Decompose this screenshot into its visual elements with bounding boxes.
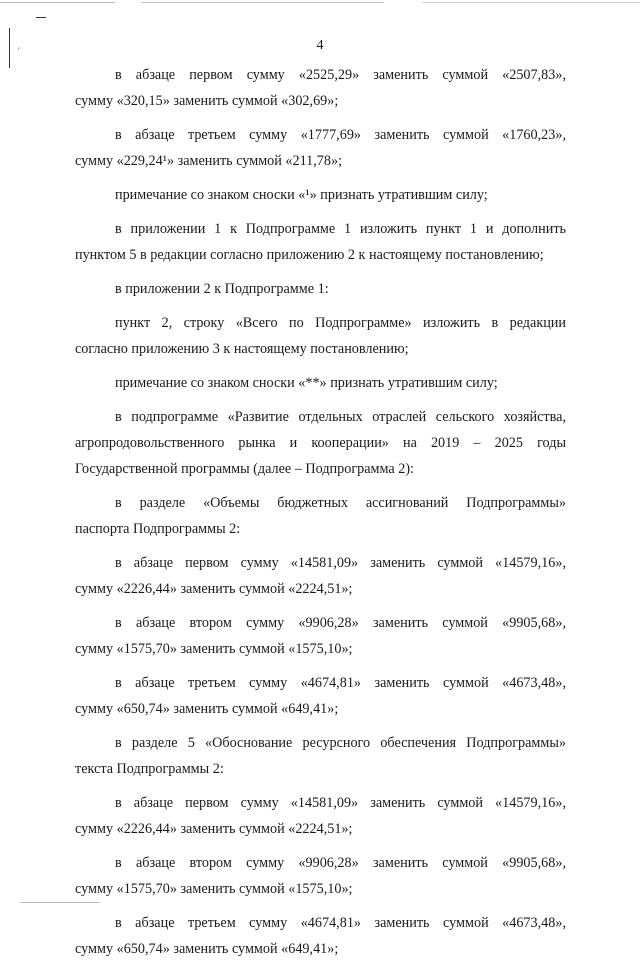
scan-mark bbox=[36, 17, 46, 18]
paragraph bbox=[75, 276, 566, 302]
paragraph bbox=[75, 790, 566, 842]
paragraph bbox=[75, 910, 566, 962]
text-line: в абзаце третьем сумму «4674,81» заменить суммой «4673,48», bbox=[115, 675, 566, 691]
paragraph bbox=[75, 182, 566, 208]
paragraph bbox=[75, 670, 566, 722]
page-number: 4 bbox=[316, 38, 324, 53]
paragraph bbox=[75, 404, 566, 482]
text-line: в подпрограмме «Развитие отдельных отраслей сельского хозяйства, bbox=[115, 409, 566, 425]
paragraph bbox=[75, 610, 566, 662]
text-line: сумму «650,74» заменить суммой «649,41»; bbox=[75, 941, 339, 957]
paragraph bbox=[75, 490, 566, 542]
text-line: паспорта Подпрограммы 2: bbox=[75, 521, 241, 537]
paragraph bbox=[75, 370, 566, 396]
text-line: текста Подпрограммы 2: bbox=[75, 761, 224, 777]
paragraph bbox=[75, 216, 566, 268]
text-line: сумму «1575,70» заменить суммой «1575,10»; bbox=[75, 881, 353, 897]
text-line: примечание со знаком сноски «**» признать утратившим силу; bbox=[115, 375, 498, 391]
text-line: сумму «2226,44» заменить суммой «2224,51»; bbox=[75, 581, 353, 597]
text-line: сумму «1575,70» заменить суммой «1575,10»; bbox=[75, 641, 353, 657]
paragraph bbox=[75, 850, 566, 902]
text-line: сумму «2226,44» заменить суммой «2224,51»; bbox=[75, 821, 353, 837]
text-line: в разделе 5 «Обоснование ресурсного обеспечения Подпрограммы» bbox=[115, 735, 566, 751]
text-line: в абзаце первом сумму «14581,09» заменить суммой «14579,16», bbox=[115, 795, 566, 811]
paragraph bbox=[75, 730, 566, 782]
text-line: пунктом 5 в редакции согласно приложению 2 к настоящему постановлению; bbox=[75, 247, 544, 263]
text-line: Государственной программы (далее – Подпрограмма 2): bbox=[75, 461, 415, 477]
paragraph bbox=[75, 62, 566, 114]
text-line: примечание со знаком сноски «¹» признать утратившим силу; bbox=[115, 187, 488, 203]
text-line: сумму «650,74» заменить суммой «649,41»; bbox=[75, 701, 339, 717]
text-line: согласно приложению 3 к настоящему постановлению; bbox=[75, 341, 409, 357]
paragraph bbox=[75, 310, 566, 362]
text-line: в абзаце третьем сумму «4674,81» заменить суммой «4673,48», bbox=[115, 915, 566, 931]
text-line: в приложении 1 к Подпрограмме 1 изложить пункт 1 и дополнить bbox=[115, 221, 566, 237]
scan-border-line bbox=[0, 2, 640, 3]
text-line: в абзаце втором сумму «9906,28» заменить суммой «9905,68», bbox=[115, 615, 566, 631]
text-line: в абзаце третьем сумму «1777,69» заменить суммой «1760,23», bbox=[115, 127, 566, 143]
text-line: агропродовольственного рынка и кооперации» на 2019 – 2025 годы bbox=[75, 435, 566, 451]
text-line: в разделе «Объемы бюджетных ассигнований Подпрограммы» bbox=[115, 495, 566, 511]
text-line: в абзаце втором сумму «9906,28» заменить суммой «9905,68», bbox=[115, 855, 566, 871]
text-line: сумму «229,24¹» заменить суммой «211,78»; bbox=[75, 153, 343, 169]
text-line: в приложении 2 к Подпрограмме 1: bbox=[115, 281, 329, 297]
body-text bbox=[75, 62, 566, 962]
paragraph bbox=[75, 550, 566, 602]
text-line: пункт 2, строку «Всего по Подпрограмме» изложить в редакции bbox=[115, 315, 566, 331]
text-line: в абзаце первом сумму «14581,09» заменить суммой «14579,16», bbox=[115, 555, 566, 571]
text-line: сумму «320,15» заменить суммой «302,69»; bbox=[75, 93, 339, 109]
paragraph bbox=[75, 122, 566, 174]
scan-mark: ' bbox=[18, 46, 20, 56]
text-line: в абзаце первом сумму «2525,29» заменить суммой «2507,83», bbox=[115, 67, 566, 83]
